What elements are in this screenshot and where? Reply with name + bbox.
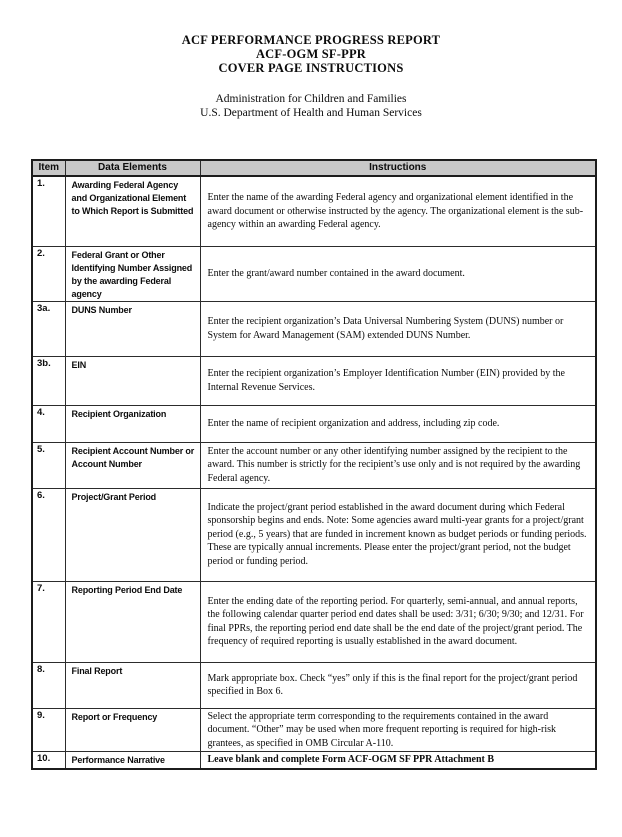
table-row: [32, 301, 596, 356]
table-row: [32, 405, 596, 442]
item-number-cell: 6.: [32, 488, 65, 581]
instructions-table: [31, 159, 597, 770]
data-element-cell: Report or Frequency: [65, 708, 200, 752]
table-row: [32, 356, 596, 405]
column-header-item: Item: [32, 160, 65, 176]
document-page: [0, 33, 622, 770]
item-number-cell: 9.: [32, 708, 65, 752]
instruction-cell: Select the appropriate term corresponding to the requirements contained in the award document. “Other” may be used when more frequent reporting is required for high-risk grantees, as specified in OMB Circular A-110.: [200, 708, 596, 752]
agency-line-1: Administration for Children and Families: [215, 93, 407, 105]
table-header-row: [32, 160, 596, 176]
instruction-cell: Enter the account number or any other identifying number assigned by the recipient to the award. This number is strictly for the recipient’s use only and is not required by the awarding Federal agency.: [200, 442, 596, 488]
item-number-cell: 8.: [32, 662, 65, 708]
data-element-cell: Reporting Period End Date: [65, 581, 200, 662]
item-number-cell: 4.: [32, 405, 65, 442]
item-number-cell: 5.: [32, 442, 65, 488]
data-element-cell: Performance Narrative: [65, 752, 200, 769]
instruction-cell: Indicate the project/grant period established in the award document during which Federal sponsorship begins and ends. Note: Some agencies award multi-year grants for a project/grant period (e.g., 5 years) that are funded in increment known as budget periods or funding periods. These are typically annual increments. Please enter the project/grant period, not the budget period or funding period.: [200, 488, 596, 581]
table-row: [32, 662, 596, 708]
table-row: [32, 752, 596, 769]
data-element-cell: Federal Grant or Other Identifying Number Assigned by the awarding Federal agency: [65, 246, 200, 301]
table-row: [32, 581, 596, 662]
item-number-cell: 1.: [32, 176, 65, 246]
table-row: [32, 488, 596, 581]
document-title-block: [0, 33, 622, 75]
data-element-cell: Awarding Federal Agency and Organizational Element to Which Report is Submitted: [65, 176, 200, 246]
table-body: [32, 176, 596, 769]
title-line-3: COVER PAGE INSTRUCTIONS: [218, 61, 404, 75]
table-row: [32, 442, 596, 488]
instruction-cell: Enter the recipient organization’s Employer Identification Number (EIN) provided by the Internal Revenue Services.: [200, 356, 596, 405]
item-number-cell: 10.: [32, 752, 65, 769]
item-number-cell: 2.: [32, 246, 65, 301]
item-number-cell: 3a.: [32, 301, 65, 356]
data-element-cell: EIN: [65, 356, 200, 405]
instruction-cell: Mark appropriate box. Check “yes” only if this is the final report for the project/grant period specified in Box 6.: [200, 662, 596, 708]
instruction-cell: Leave blank and complete Form ACF-OGM SF PPR Attachment B: [200, 752, 596, 769]
item-number-cell: 7.: [32, 581, 65, 662]
agency-line-2: U.S. Department of Health and Human Services: [200, 107, 422, 119]
agency-block: [0, 92, 622, 120]
instruction-cell: Enter the grant/award number contained in the award document.: [200, 246, 596, 301]
column-header-instructions: Instructions: [200, 160, 596, 176]
title-line-1: ACF PERFORMANCE PROGRESS REPORT: [181, 33, 441, 47]
data-element-cell: Recipient Organization: [65, 405, 200, 442]
data-element-cell: Recipient Account Number or Account Number: [65, 442, 200, 488]
table-row: [32, 708, 596, 752]
table-row: [32, 176, 596, 246]
item-number-cell: 3b.: [32, 356, 65, 405]
data-element-cell: DUNS Number: [65, 301, 200, 356]
instruction-cell: Enter the recipient organization’s Data Universal Numbering System (DUNS) number or System for Award Management (SAM) extended DUNS Number.: [200, 301, 596, 356]
data-element-cell: Project/Grant Period: [65, 488, 200, 581]
instruction-cell: Enter the ending date of the reporting period. For quarterly, semi-annual, and annual reports, the following calendar quarter period end dates shall be used: 3/31; 6/30; 9/30; and 12/31. For final PPRs, the reporting period end date shall be the end date of the project/grant period. The frequency of required reporting is usually established in the award document.: [200, 581, 596, 662]
title-line-2: ACF-OGM SF-PPR: [255, 47, 367, 61]
data-element-cell: Final Report: [65, 662, 200, 708]
instruction-cell: Enter the name of recipient organization and address, including zip code.: [200, 405, 596, 442]
column-header-data-elements: Data Elements: [65, 160, 200, 176]
instruction-cell: Enter the name of the awarding Federal agency and organizational element identified in the award document or otherwise instructed by the agency. The organizational element is the sub-agency within an awarding Federal agency.: [200, 176, 596, 246]
table-row: [32, 246, 596, 301]
